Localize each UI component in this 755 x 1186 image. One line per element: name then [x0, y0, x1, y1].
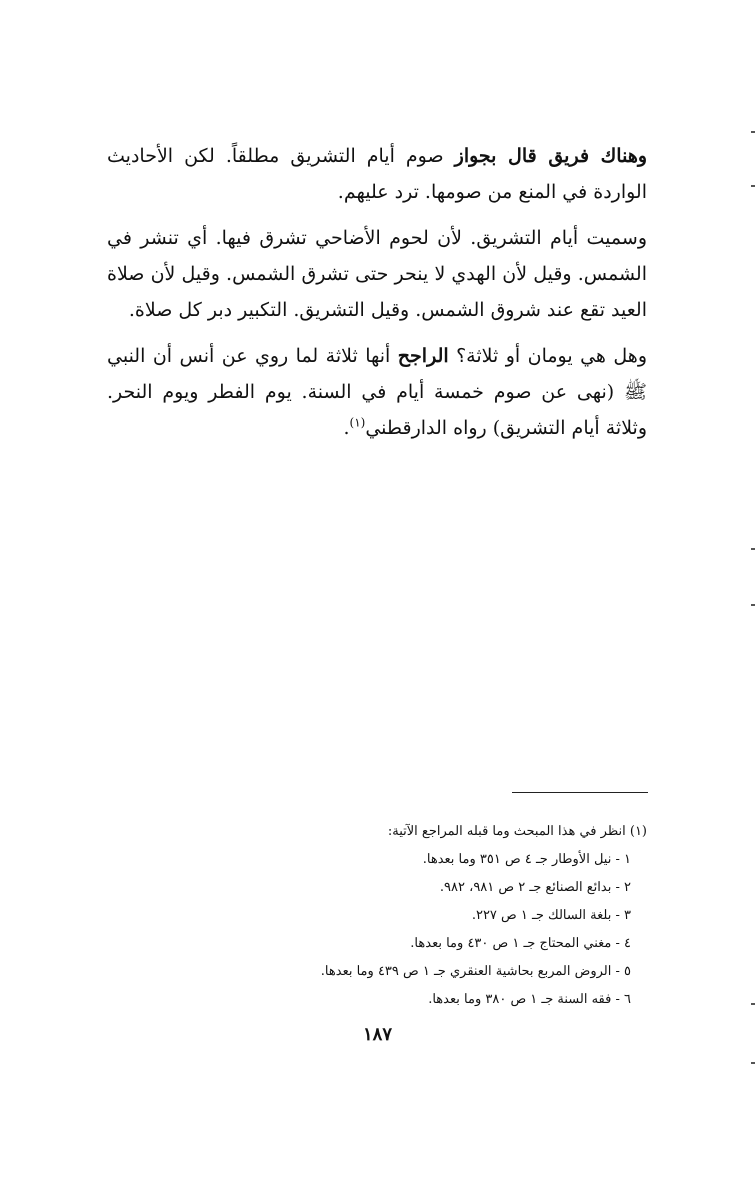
text-segment: . — [343, 417, 350, 439]
footnote-item: ٣ - بلغة السالك جـ ١ ص ٢٢٧. — [471, 908, 631, 923]
footnote-heading: (١) انظر في هذا المبحث وما قبله المراجع الآتية: — [387, 824, 647, 839]
text-segment-bold: الراجح — [397, 345, 449, 367]
paragraph-1 — [107, 138, 647, 210]
scan-edge-mark — [751, 604, 755, 606]
footnote-item: ١ - نيل الأوطار جـ ٤ ص ٣٥١ وما بعدها. — [422, 852, 631, 867]
text-segment: صوم أيام التشريق مطلقاً. لكن الأحاديث الواردة في المنع من صومها. ترد عليهم. — [107, 145, 647, 203]
scan-edge-mark — [751, 548, 755, 550]
footnote-item: ٢ - بدائع الصنائع جـ ٢ ص ٩٨١، ٩٨٢. — [439, 880, 631, 895]
text-segment: وسميت أيام التشريق. لأن لحوم الأضاحي تشرق فيها. أي تنشر في الشمس. وقيل لأن الهدي لا ينحر حتى تشرق الشمس. وقيل لأن صلاة العيد تقع عند شروق الشمس. وقيل التشريق. التكبير دبر كل صلاة. — [107, 227, 647, 321]
paragraph-3 — [107, 338, 647, 446]
paragraph-2 — [107, 220, 647, 328]
scan-edge-mark — [751, 131, 755, 133]
scan-edge-mark — [751, 185, 755, 187]
footnote-separator — [512, 792, 648, 793]
scan-edge-mark — [751, 1062, 755, 1064]
footnotes — [107, 818, 647, 1014]
footnote-item: ٦ - فقه السنة جـ ١ ص ٣٨٠ وما بعدها. — [428, 992, 631, 1007]
footnote-reference[interactable]: (١) — [349, 415, 366, 430]
text-segment: أنها ثلاثة لما روي عن أنس أن النبي ﷺ (نهى عن صوم خمسة أيام في السنة. يوم الفطر ويوم النحر. وثلاثة أيام التشريق) رواه الدارقطني — [107, 345, 647, 439]
main-text — [107, 138, 647, 456]
page-number: ١٨٧ — [362, 1024, 392, 1045]
scan-edge-mark — [751, 1003, 755, 1005]
text-segment: وهل هي يومان أو ثلاثة؟ — [448, 345, 647, 367]
footnote-item: ٤ - مغني المحتاج جـ ١ ص ٤٣٠ وما بعدها. — [410, 936, 631, 951]
text-segment: وهناك فريق قال بجواز — [454, 145, 648, 167]
footnote-item: ٥ - الروض المربع بحاشية العنقري جـ ١ ص ٤٣٩ وما بعدها. — [320, 964, 631, 979]
